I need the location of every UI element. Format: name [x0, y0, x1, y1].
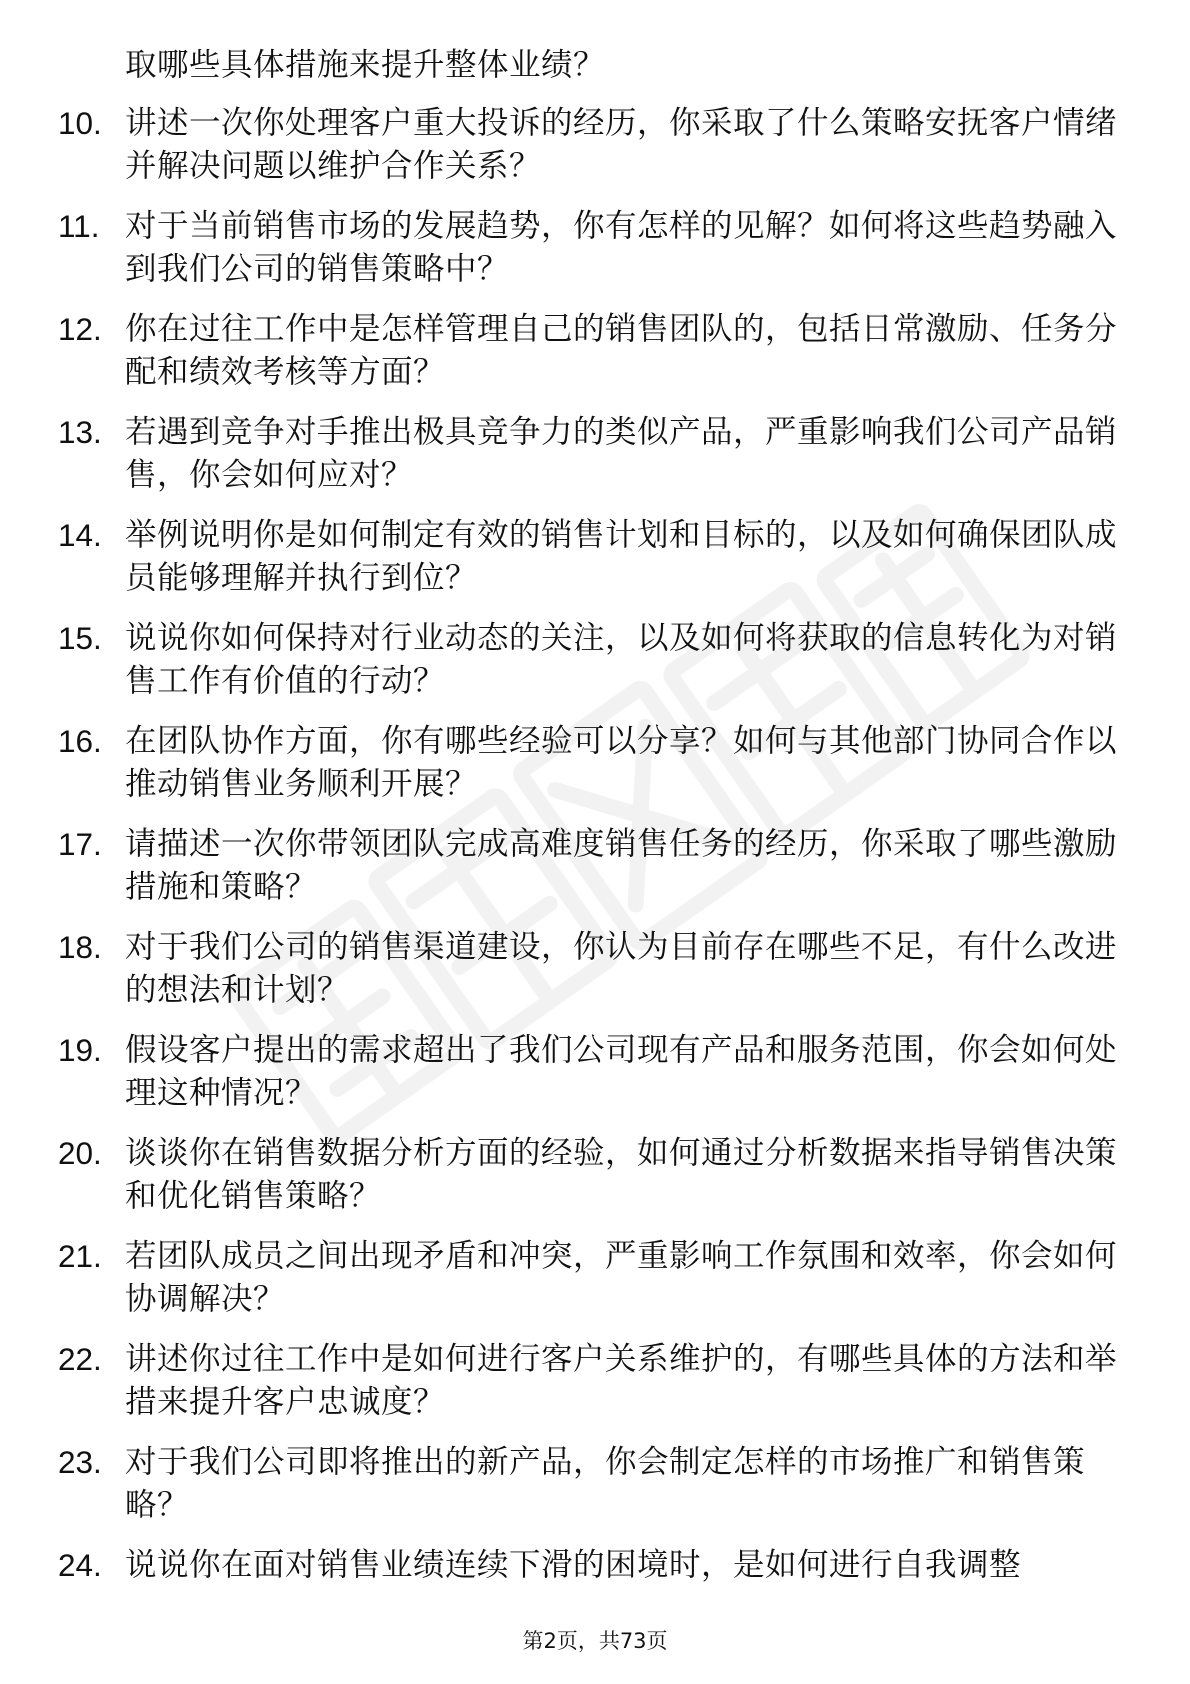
- continuation-text: 取哪些具体措施来提升整体业绩？: [125, 47, 606, 83]
- question-number: 13.: [58, 414, 102, 450]
- question-text: 若团队成员之间出现矛盾和冲突，严重影响工作氛围和效率，你会如何协调解决？: [125, 1238, 1118, 1317]
- question-text: 对于我们公司的销售渠道建设，你认为目前存在哪些不足，有什么改进的想法和计划？: [125, 929, 1118, 1008]
- question-text: 说说你在面对销售业绩连续下滑的困境时，是如何进行自我调整: [125, 1547, 1022, 1583]
- list-item: [58, 823, 1138, 909]
- list-item: [58, 926, 1138, 1012]
- question-number: 14.: [58, 517, 102, 553]
- question-text: 对于我们公司即将推出的新产品，你会制定怎样的市场推广和销售策略？: [125, 1444, 1086, 1523]
- list-item: [58, 1441, 1138, 1527]
- question-text: 举例说明你是如何制定有效的销售计划和目标的，以及如何确保团队成员能够理解并执行到位？: [125, 517, 1118, 596]
- list-item: [58, 1132, 1138, 1218]
- question-text: 你在过往工作中是怎样管理自己的销售团队的，包括日常激励、任务分配和绩效考核等方面？: [125, 311, 1118, 390]
- question-number: 22.: [58, 1341, 102, 1377]
- question-number: 10.: [58, 105, 102, 141]
- list-item: [58, 1235, 1138, 1321]
- question-number: 16.: [58, 723, 102, 759]
- list-item: [58, 1544, 1138, 1587]
- list-item: [58, 720, 1138, 806]
- question-text: 请描述一次你带领团队完成高难度销售任务的经历，你采取了哪些激励措施和策略？: [125, 826, 1118, 905]
- question-number: 12.: [58, 311, 102, 347]
- page-footer: 第2页，共73页: [522, 1629, 668, 1653]
- list-item: [58, 205, 1138, 291]
- question-text: 假设客户提出的需求超出了我们公司现有产品和服务范围，你会如何处理这种情况？: [125, 1032, 1118, 1111]
- list-item: [58, 411, 1138, 497]
- question-number: 21.: [58, 1238, 102, 1274]
- question-number: 20.: [58, 1135, 102, 1171]
- question-text: 讲述一次你处理客户重大投诉的经历，你采取了什么策略安抚客户情绪并解决问题以维护合作关系？: [125, 105, 1118, 184]
- question-number: 18.: [58, 929, 102, 965]
- question-number: 23.: [58, 1444, 102, 1480]
- list-item: [58, 308, 1138, 394]
- document-body: [58, 44, 1138, 1604]
- list-item: [58, 1338, 1138, 1424]
- list-item: [58, 617, 1138, 703]
- question-list: [58, 102, 1138, 1587]
- question-text: 在团队协作方面，你有哪些经验可以分享？如何与其他部门协同合作以推动销售业务顺利开展？: [125, 723, 1118, 802]
- question-text: 讲述你过往工作中是如何进行客户关系维护的，有哪些具体的方法和举措来提升客户忠诚度？: [125, 1341, 1118, 1420]
- question-number: 24.: [58, 1547, 102, 1583]
- question-number: 11.: [58, 208, 100, 244]
- question-number: 15.: [58, 620, 102, 656]
- question-text: 说说你如何保持对行业动态的关注，以及如何将获取的信息转化为对销售工作有价值的行动？: [125, 620, 1118, 699]
- question-number: 19.: [58, 1032, 102, 1068]
- question-text: 对于当前销售市场的发展趋势，你有怎样的见解？如何将这些趋势融入到我们公司的销售策略中？: [125, 208, 1118, 287]
- question-text: 谈谈你在销售数据分析方面的经验，如何通过分析数据来指导销售决策和优化销售策略？: [125, 1135, 1118, 1214]
- question-number: 17.: [58, 826, 102, 862]
- list-item: [58, 514, 1138, 600]
- list-item: [58, 1029, 1138, 1115]
- question-text: 若遇到竞争对手推出极具竞争力的类似产品，严重影响我们公司产品销售，你会如何应对？: [125, 414, 1118, 493]
- list-item: [58, 102, 1138, 188]
